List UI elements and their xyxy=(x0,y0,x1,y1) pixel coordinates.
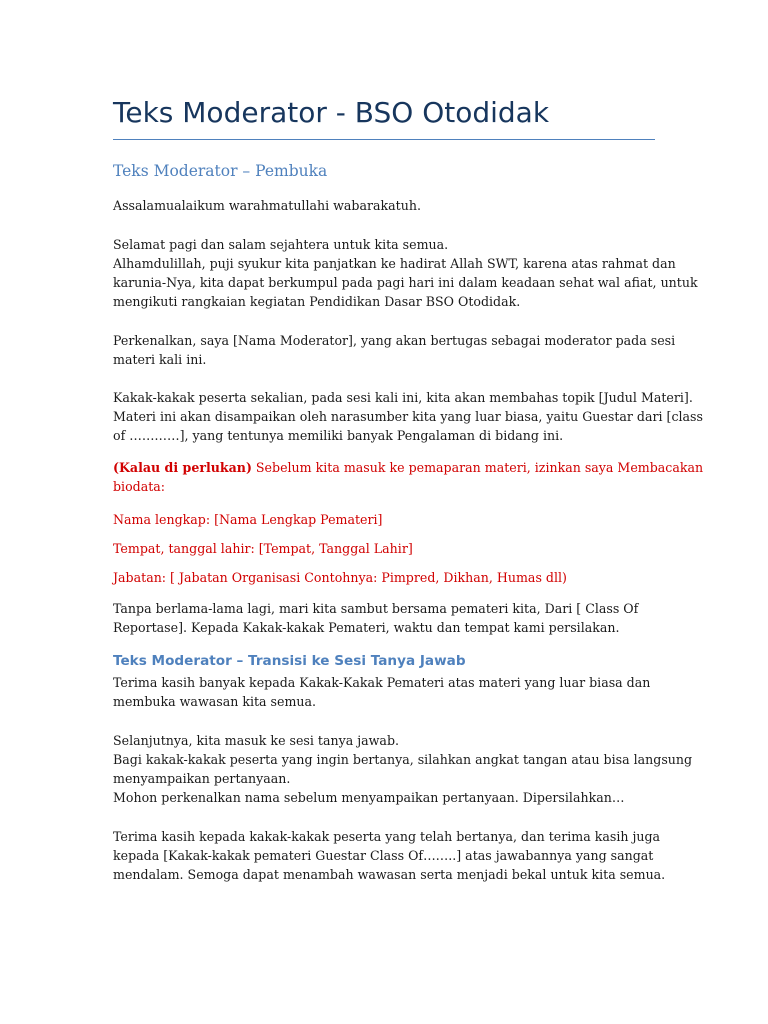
thanks-line: membuka wawasan kita semua. xyxy=(113,694,317,709)
bio-birth-text: Tempat, tanggal lahir: [Tempat, Tanggal Lahir] xyxy=(113,541,413,556)
invite-line: Reportase]. Kepada Kakak-kakak Pemateri, waktu dan tempat kami persilakan. xyxy=(113,620,620,635)
closing-line: kepada [Kakak-kakak pemateri Guestar Class Of……..] atas jawabannya yang sangat xyxy=(113,848,654,863)
closing-line: Terima kasih kepada kakak-kakak peserta yang telah bertanya, dan terima kasih juga xyxy=(113,829,661,844)
optional-biodata-note xyxy=(113,458,704,496)
topic-line: of …………], yang tentunya memiliki banyak Pengalaman di bidang ini. xyxy=(113,428,564,443)
intro-line: materi kali ini. xyxy=(113,352,207,367)
thanks-line: Terima kasih banyak kepada Kakak-Kakak Pemateri atas materi yang luar biasa dan xyxy=(113,675,651,690)
intro-line: Perkenalkan, saya [Nama Moderator], yang akan bertugas sebagai moderator pada sesi xyxy=(113,333,676,348)
welcome-line: karunia-Nya, kita dapat berkumpul pada pagi hari ini dalam keadaan sehat wal afiat, untuk xyxy=(113,275,698,290)
optional-note-line2: biodata: xyxy=(113,479,166,494)
document-title: Teks Moderator - BSO Otodidak xyxy=(113,96,550,129)
bio-position-text: Jabatan: [ Jabatan Organisasi Contohnya: Pimpred, Dikhan, Humas dll) xyxy=(113,570,567,585)
welcome-line: mengikuti rangkaian kegiatan Pendidikan Dasar BSO Otodidak. xyxy=(113,294,521,309)
optional-note-tag: (Kalau di perlukan) xyxy=(113,460,252,475)
topic-paragraph xyxy=(113,388,703,445)
closing-line: mendalam. Semoga dapat menambah wawasan serta menjadi bekal untuk kita semua. xyxy=(113,867,666,882)
optional-note-text: Sebelum kita masuk ke pemaparan materi, izinkan saya Membacakan xyxy=(251,460,704,475)
topic-line: Kakak-kakak peserta sekalian, pada sesi kali ini, kita akan membahas topik [Judul Materi]. xyxy=(113,390,693,405)
invite-paragraph xyxy=(113,599,658,637)
bio-position xyxy=(113,568,658,587)
intro-paragraph xyxy=(113,331,676,369)
questions-line: Selanjutnya, kita masuk ke sesi tanya jawab. xyxy=(113,733,400,748)
thanks-paragraph xyxy=(113,673,658,711)
questions-line: Mohon perkenalkan nama sebelum menyampaikan pertanyaan. Dipersilahkan… xyxy=(113,790,625,805)
section-heading-opening: Teks Moderator – Pembuka xyxy=(113,162,328,180)
topic-line: Materi ini akan disampaikan oleh narasumber kita yang luar biasa, yaitu Guestar dari [class xyxy=(113,409,703,424)
invite-line: Tanpa berlama-lama lagi, mari kita sambut bersama pemateri kita, Dari [ Class Of xyxy=(113,601,639,616)
bio-name xyxy=(113,510,658,529)
questions-paragraph xyxy=(113,731,693,807)
optional-note-line xyxy=(113,458,704,477)
questions-line: Bagi kakak-kakak peserta yang ingin bertanya, silahkan angkat tangan atau bisa langsung xyxy=(113,752,693,767)
closing-paragraph xyxy=(113,827,666,884)
bio-birth xyxy=(113,539,658,558)
greeting-text: Assalamualaikum warahmatullahi wabarakatuh. xyxy=(113,198,421,213)
title-underline xyxy=(113,139,655,140)
bio-name-text: Nama lengkap: [Nama Lengkap Pemateri] xyxy=(113,512,383,527)
welcome-paragraph xyxy=(113,235,698,311)
welcome-line: Alhamdulillah, puji syukur kita panjatkan ke hadirat Allah SWT, karena atas rahmat dan xyxy=(113,256,676,271)
welcome-line: Selamat pagi dan salam sejahtera untuk kita semua. xyxy=(113,237,449,252)
questions-line: menyampaikan pertanyaan. xyxy=(113,771,291,786)
section-heading-qa: Teks Moderator – Transisi ke Sesi Tanya Jawab xyxy=(113,653,466,669)
greeting-paragraph xyxy=(113,196,658,215)
